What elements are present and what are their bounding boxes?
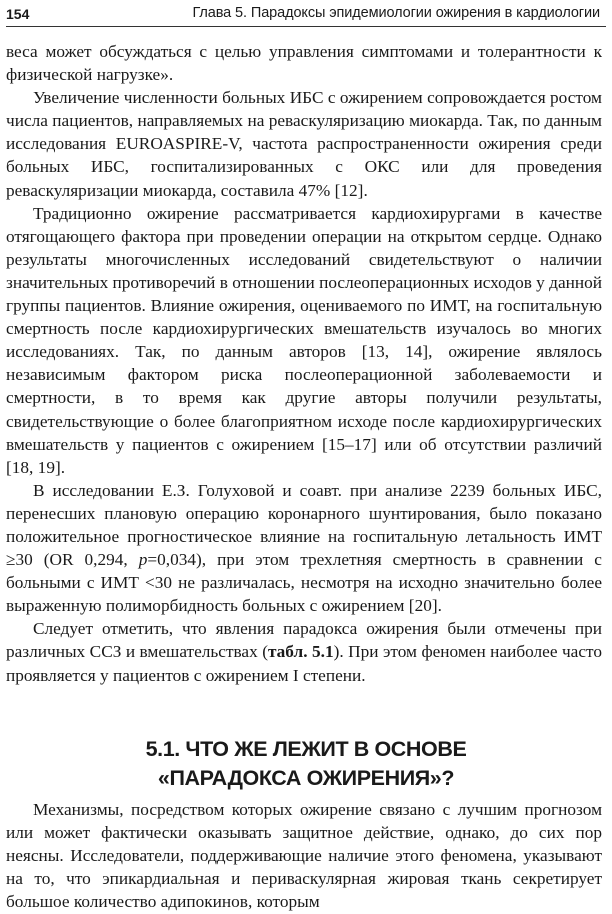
paragraph-table-reference [6, 617, 602, 686]
paragraph-golukhova-study [6, 479, 602, 618]
section-heading-line1: 5.1. ЧТО ЖЕ ЛЕЖИТ В ОСНОВЕ [145, 737, 467, 761]
page-header [0, 0, 612, 28]
table-link: табл. 5.1 [267, 642, 334, 662]
body-text [6, 40, 602, 687]
paragraph-continued: веса может обсуждаться с целью управления симптомами и толерантности к физической нагрузке». [6, 42, 602, 85]
body-text-section [6, 798, 602, 913]
paragraph-cardiac-surgery: Традиционно ожирение рассматривается кардиохирургами в качестве отягощающего фактора при проведении операции на открытом сердце. Однако результаты многочисленных исследований свидетельствуют о наличии значительных противоречий в отношении послеоперационных исходов у данной группы пациентов. Влияние ожирения, оцениваемого по ИМТ, на госпитальную смертность после кардиохирургических вмешательств изучалось во многих исследованиях. Так, по данным авторов [13, 14], ожирение являлось независимым фактором риска послеоперационной заболеваемости и смертности, в то время как другие авторы получили результаты, свидетельствующие о более благоприятном исходе после кардиохирургических вмешательств у пациентов с ожирением [15–17] или об отсутствии различий [18, 19]. [6, 203, 602, 477]
paragraph-ihd-revascularization: Увеличение численности больных ИБС с ожирением сопровождается ростом числа пациентов, направляемых на реваскуляризацию миокарда. Так, по данным исследования EUROASPIRE-V, частота распространенности ожирения среди больных ИБС, госпитализированных с ОКС или для проведения реваскуляризации миокарда, составила 47% [12]. [6, 88, 602, 200]
section-heading [0, 735, 612, 793]
section-heading-line2: «ПАРАДОКСА ОЖИРЕНИЯ»? [157, 766, 455, 790]
p-value-symbol: p [138, 550, 148, 570]
running-chapter-title: Глава 5. Парадоксы эпидемиологии ожирения в кардиологии [192, 5, 600, 21]
header-rule [6, 26, 606, 27]
p4-text-b: ). При этом феномен наиболее часто проявляется у пациентов с ожирением I степени. [6, 642, 602, 685]
paragraph-mechanisms: Механизмы, посредством которых ожирение связано с лучшим прогнозом или может фактически оказывать защитное действие, однако, до сих пор неясны. Исследователи, поддерживающие наличие этого феномена, указывают на то, что эпикардиальная и периваскулярная жировая ткань секретирует большое количество адипокинов, которым [6, 800, 602, 912]
p3-text-a: В исследовании Е.З. Голуховой и соавт. при анализе 2239 больных ИБС, перенесших плановую операцию коронарного шунтирования, было показано положительное прогностическое влияние на госпитальную летальность ИМТ ≥30 (OR 0,294, [6, 480, 602, 570]
p3-text-b: =0,034), при этом трехлетняя смертность в сравнении с больными с ИМТ <30 не различалась, несмотря на исходно значительно более выраженную полиморбидность больных с ожирением [20]. [6, 550, 602, 616]
p4-text-a: Следует отметить, что явления парадокса ожирения были отмечены при различных ССЗ и вмешательствах ( [6, 619, 602, 662]
page-number: 154 [6, 6, 30, 22]
